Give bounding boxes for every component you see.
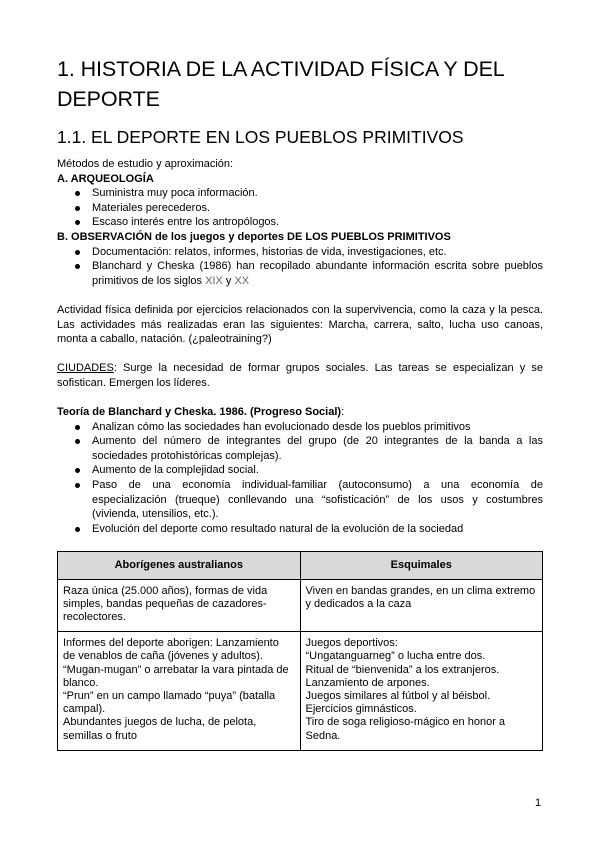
list-item-text: Blanchard y Cheska (1986) han recopilado abundante información escrita sobre pueblos primitivos de los siglos (92, 260, 543, 287)
theory-list (57, 420, 543, 537)
cell-line: Informes del deporte aborigen: Lanzamiento de venablos de caña (jóvenes y adultos). (63, 637, 279, 663)
list-item: Materiales perecederos. (57, 201, 543, 216)
table-cell: Viven en bandas grandes, en un clima extremo y dedicados a la caza (300, 579, 543, 632)
column-header-aborigenes: Aborígenes australianos (58, 552, 301, 579)
list-item: Paso de una economía individual-familiar (autoconsumo) a una economía de especialización (trueque) conllevando una “sofisticación” de los usos y costumbres (vivienda, utensilios, etc.). (57, 478, 543, 522)
cell-line: “Ungatanguarneg” o lucha entre dos. (305, 650, 486, 663)
cell-line: Ejercicios gimnásticos. (305, 703, 417, 716)
list-item: Suministra muy poca información. (57, 186, 543, 201)
table-cell: Raza única (25.000 años), formas de vida simples, bandas pequeñas de cazadores-recolectores. (58, 579, 301, 632)
page-number: 1 (535, 797, 542, 809)
section-a-list (57, 186, 543, 230)
section-subtitle: 1.1. EL DEPORTE EN LOS PUEBLOS PRIMITIVOS (57, 127, 464, 147)
cell-line: Juegos deportivos: (305, 637, 398, 650)
list-item: Evolución del deporte como resultado natural de la evolución de la sociedad (57, 522, 543, 537)
table-cell (58, 632, 301, 751)
cell-line: “Mugan-mugan” o arrebatar la vara pintada de blanco. (63, 663, 289, 689)
cell-line: Abundantes juegos de lucha, de pelota, semillas o fruto (63, 716, 257, 742)
table-cell (300, 632, 543, 751)
list-item: Escaso interés entre los antropólogos. (57, 215, 543, 230)
conjunction: y (222, 274, 235, 287)
theory-heading: Teoría de Blanchard y Cheska. 1986. (Progreso Social) (57, 406, 342, 419)
century-xix: XIX (205, 274, 223, 287)
page-title: 1. HISTORIA DE LA ACTIVIDAD FÍSICA Y DEL DEPORTE (57, 57, 504, 111)
table-row (58, 579, 543, 632)
activity-paragraph: Actividad física definida por ejercicios relacionados con la supervivencia, como la caza y la pesca. Las actividades más realizadas eran las siguientes: Marcha, carrera, salto, lucha uso canoas, monta a caballo, natación. (¿paleotraining?) (57, 303, 543, 346)
list-item (57, 259, 543, 288)
century-xx: XX (234, 274, 250, 287)
cell-line: Ritual de “bienvenida” a los extranjeros. (305, 663, 500, 676)
list-item: Analizan cómo las sociedades han evolucionado desde los pueblos primitivos (57, 420, 543, 435)
cell-line: Tiro de soga religioso-mágico en honor a Sedna. (305, 716, 506, 742)
cell-line: Juegos similares al fútbol y al béisbol. (305, 690, 491, 703)
theory-colon: : (341, 406, 345, 419)
column-header-esquimales: Esquimales (300, 552, 543, 579)
table-row (58, 632, 543, 751)
list-item: Documentación: relatos, informes, historias de vida, investigaciones, etc. (57, 245, 543, 260)
list-item: Aumento de la complejidad social. (57, 463, 543, 478)
ciudades-label: CIUDADES (57, 362, 114, 375)
ciudades-text: : Surge la necesidad de formar grupos sociales. Las tareas se especializan y se sofistican. Emergen los líderes. (57, 362, 543, 389)
section-a-heading: A. ARQUEOLOGÍA (57, 172, 154, 185)
section-b-list (57, 245, 543, 289)
theory-heading-line (57, 405, 543, 420)
section-b-heading: B. OBSERVACIÓN de los juegos y deportes DE LOS PUEBLOS PRIMITIVOS (57, 230, 451, 243)
cell-line: “Prun” en un campo llamado “puya” (batalla campal). (63, 690, 276, 716)
document-page (57, 54, 543, 751)
cell-line: Lanzamiento de arpones. (305, 676, 430, 689)
comparison-table (57, 551, 543, 750)
list-item: Aumento del número de integrantes del grupo (de 20 integrantes de la banda a las sociedades protohistóricas complejas). (57, 434, 543, 463)
ciudades-paragraph (57, 361, 543, 390)
methods-intro: Métodos de estudio y aproximación: (57, 158, 234, 170)
table-header-row (58, 552, 543, 579)
